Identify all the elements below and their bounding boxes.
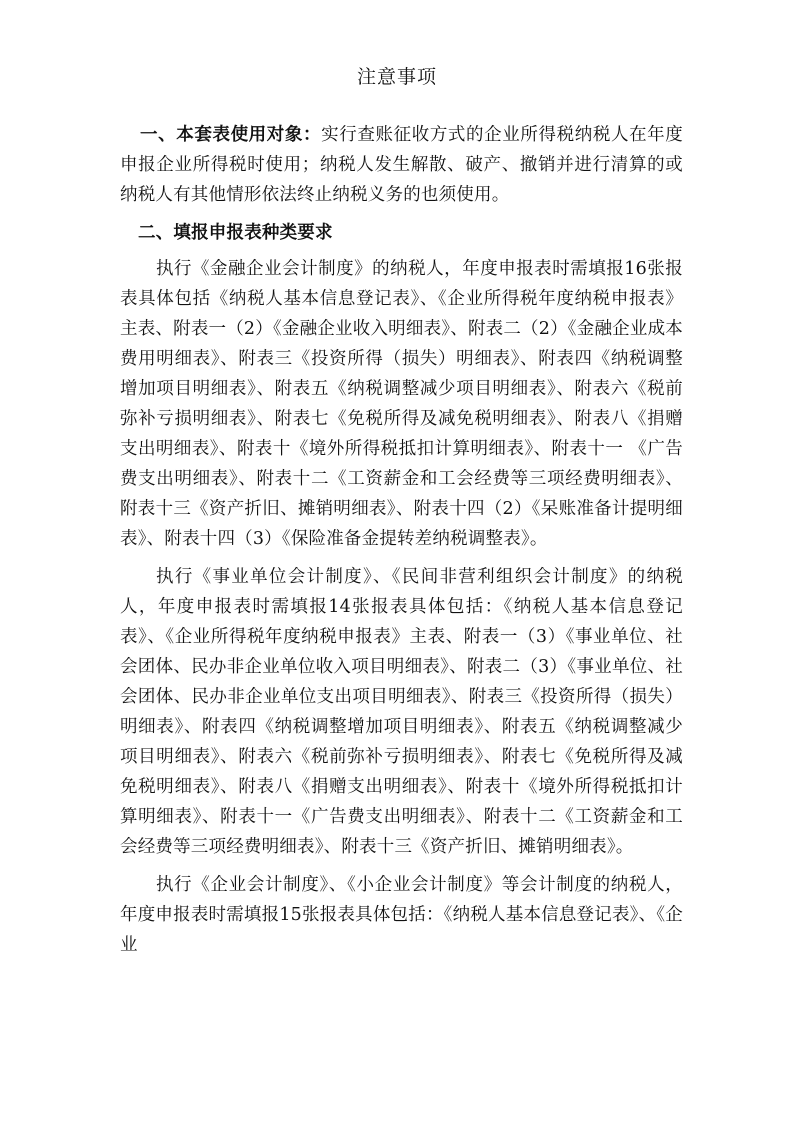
section-1-heading: 一、本套表使用对象： <box>140 125 322 145</box>
document-body <box>120 120 683 968</box>
section-2-heading: 二、填报申报表种类要求 <box>138 223 333 243</box>
section-1-text: 实行查账征收方式的企业所得税纳税人在年度申报企业所得税时使用；纳税人发生解散、破产、撤销并进行清算的或纳税人有其他情形依法终止纳税义务的也须使用。 <box>120 125 684 205</box>
section-2-paragraph-3: 执行《企业会计制度》、《小企业会计制度》等会计制度的纳税人，年度申报表时需填报15张报表具体包括：《纳税人基本信息登记表》、《企业 <box>120 875 683 955</box>
section-2-paragraph-2: 执行《事业单位会计制度》、《民间非营利组织会计制度》的纳税人，年度申报表时需填报14张报表具体包括：《纳税人基本信息登记表》、《企业所得税年度纳税申报表》主表、附表一（3）《事业单位、社会团体、民办非企业单位收入项目明细表》、附表二（3）《事业单位、社会团体、民办非企业单位支出项目明细表》、附表三《投资所得（损失）明细表》、附表四《纳税调整增加项目明细表》、附表五《纳税调整减少项目明细表》、附表六《税前弥补亏损明细表》、附表七《免税所得及减免税明细表》、附表八《捐赠支出明细表》、附表十《境外所得税抵扣计算明细表》、附表十一《广告费支出明细表》、附表十二《工资薪金和工会经费等三项经费明细表》、附表十三《资产折旧、摊销明细表》。 <box>120 567 683 857</box>
section-2-paragraph-1: 执行《金融企业会计制度》的纳税人，年度申报表时需填报16张报表具体包括《纳税人基本信息登记表》、《企业所得税年度纳税申报表》主表、附表一（2）《金融企业收入明细表》、附表二（2）《金融企业成本费用明细表》、附表三《投资所得（损失）明细表》、附表四《纳税调整增加项目明细表》、附表五《纳税调整减少项目明细表》、附表六《税前弥补亏损明细表》、附表七《免税所得及减免税明细表》、附表八《捐赠支出明细表》、附表十《境外所得税抵扣计算明细表》、附表十一 《广告费支出明细表》、附表十二《工资薪金和工会经费等三项经费明细表》、附表十三《资产折旧、摊销明细表》、附表十四（2）《呆账准备计提明细表》、附表十四（3）《保险准备金提转差纳税调整表》。 <box>120 259 683 549</box>
page-title: 注意事项 <box>356 66 437 88</box>
section-1-paragraph <box>120 120 683 210</box>
